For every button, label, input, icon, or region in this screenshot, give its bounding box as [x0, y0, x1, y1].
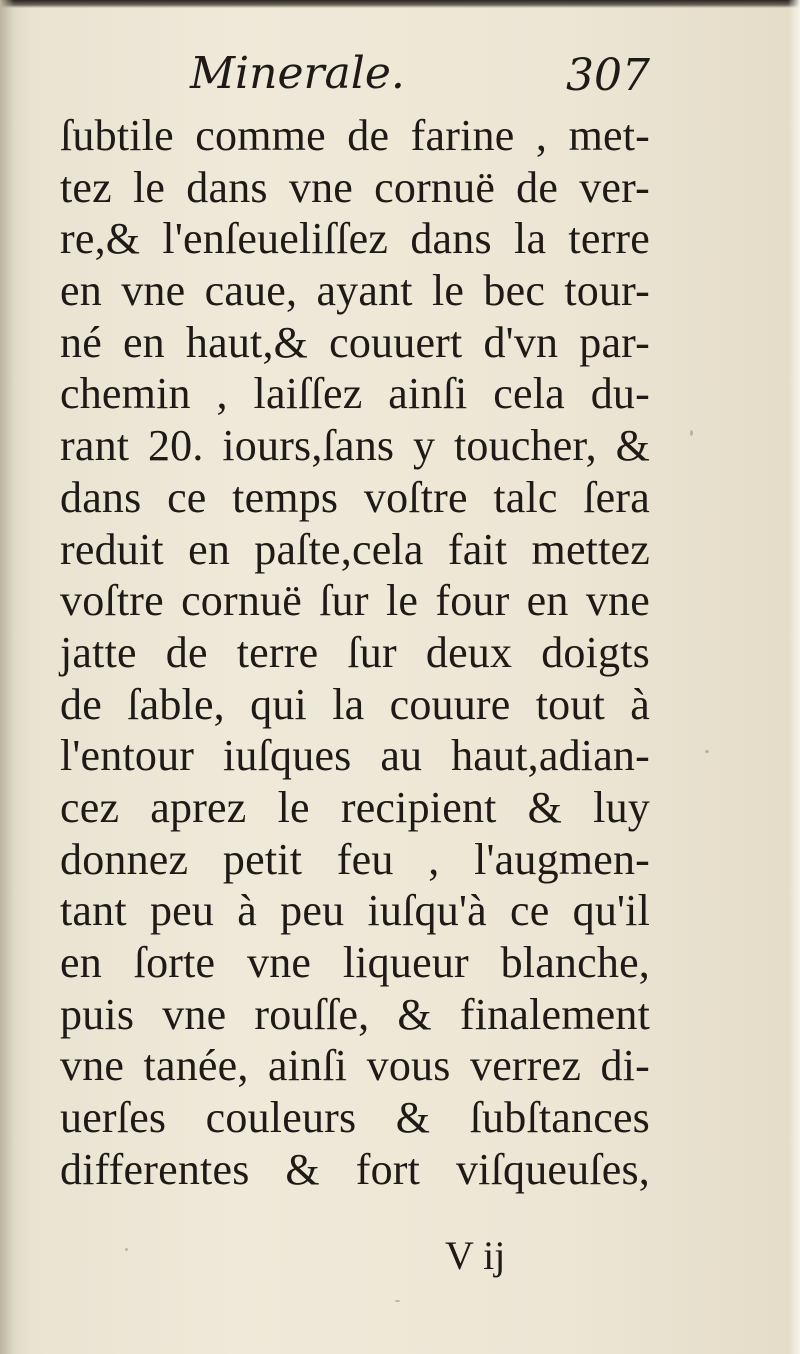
text-line: reduit en paſte,cela fait mettez: [60, 524, 650, 574]
text-line: tez le dans vne cornuë de ver-: [60, 162, 650, 212]
text-line: né en haut,& couuert d'vn par-: [60, 317, 650, 367]
running-title: Minerale.: [190, 48, 405, 99]
text-line: dans ce temps voſtre talc ſera: [60, 472, 650, 522]
paper-speck: [705, 750, 709, 753]
text-line: jatte de terre ſur deux doigts: [60, 627, 650, 677]
text-line: tant peu à peu iuſqu'à ce qu'il: [60, 886, 650, 936]
page-top-edge: [0, 0, 800, 8]
text-line: voſtre cornuë ſur le four en vne: [60, 576, 650, 626]
page-right-edge: [788, 0, 800, 1354]
signature-mark: V ij: [445, 1233, 506, 1278]
page-header: [60, 40, 650, 110]
text-line: cez aprez le recipient & luy: [60, 782, 650, 832]
paper-speck: [395, 1300, 400, 1302]
text-line: re,& l'enſeueliſſez dans la terre: [60, 214, 650, 264]
page-gutter-shadow: [0, 0, 14, 1354]
text-line: vne tanée, ainſi vous verrez di-: [60, 1041, 650, 1091]
text-line: en ſorte vne liqueur blanche,: [60, 938, 650, 987]
text-line: chemin , laiſſez ainſi cela du-: [60, 369, 650, 419]
paper-speck: [125, 1248, 128, 1251]
text-line: rant 20. iours,ſans y toucher, &: [60, 421, 650, 471]
text-line: de ſable, qui la couure tout à: [60, 679, 650, 729]
text-line: differentes & fort viſqueuſes,: [60, 1144, 650, 1194]
page-number: 307: [566, 50, 650, 101]
body-text: [60, 110, 650, 1195]
text-line: uerſes couleurs & ſubſtances: [60, 1093, 650, 1143]
text-line: puis vne rouſſe, & finalement: [60, 989, 650, 1039]
text-line: en vne caue, ayant le bec tour-: [60, 266, 650, 316]
paper-speck: [690, 430, 693, 436]
text-line: ſubtile comme de farine , met-: [60, 111, 650, 160]
text-line: donnez petit feu , l'augmen-: [60, 834, 650, 884]
text-line: l'entour iuſques au haut,adian-: [60, 731, 650, 781]
